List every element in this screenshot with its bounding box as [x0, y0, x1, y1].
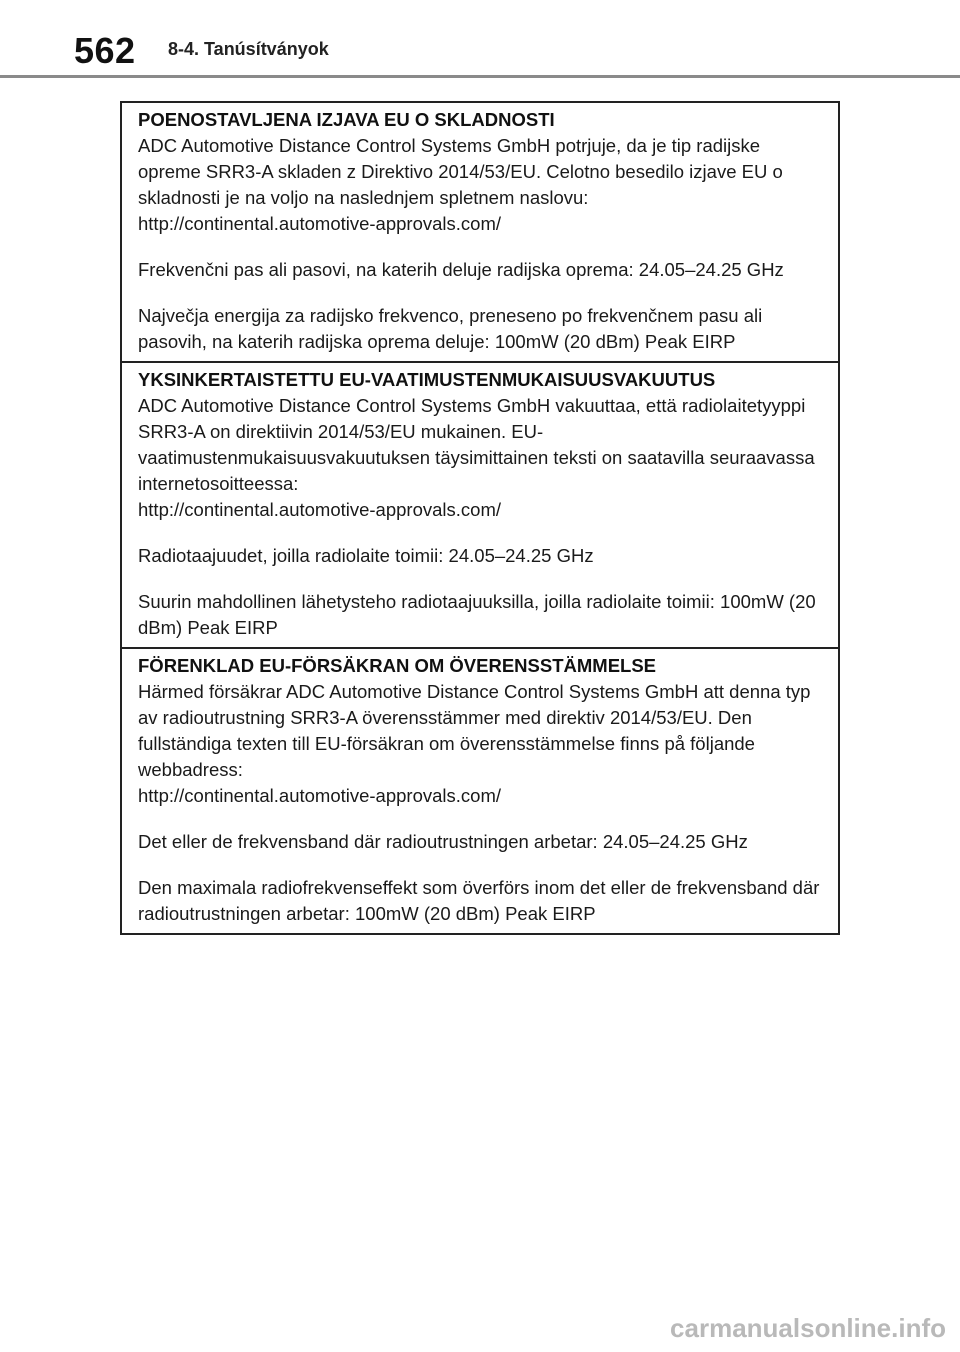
section-heading: FÖRENKLAD EU-FÖRSÄKRAN OM ÖVERENSSTÄMMELSE — [138, 655, 657, 676]
section-title: 8-4. Tanúsítványok — [168, 39, 329, 59]
declaration-text: ADC Automotive Distance Control Systems GmbH potrjuje, da je tip radijske opreme SRR3-A skladen z Direktivo 2014/53/EU. Celotno besedilo izjave EU o skladnosti je na voljo na naslednjem spletnem naslovu: — [138, 135, 783, 208]
section-heading: POENOSTAVLJENA IZJAVA EU O SKLADNOSTI — [138, 109, 555, 130]
max-power-text: Največja energija za radijsko frekvenco, preneseno po frekvenčnem pasu ali pasovih, na katerih radijska oprema deluje: 100mW (20 dBm) Peak EIRP — [138, 305, 763, 352]
approvals-url: http://continental.automotive-approvals.com/ — [138, 785, 501, 806]
approvals-url: http://continental.automotive-approvals.com/ — [138, 499, 501, 520]
declaration-finnish — [122, 361, 838, 647]
max-power-text: Suurin mahdollinen lähetysteho radiotaajuuksilla, joilla radiolaite toimii: 100mW (20 dBm) Peak EIRP — [138, 591, 816, 638]
page-header — [0, 0, 960, 80]
max-power-text: Den maximala radiofrekvenseffekt som överförs inom det eller de frekvensband där radioutrustningen arbetar: 100mW (20 dBm) Peak EIRP — [138, 877, 820, 924]
declaration-slovenian — [122, 103, 838, 361]
declaration-swedish — [122, 647, 838, 933]
frequency-band-text: Frekvenčni pas ali pasovi, na katerih deluje radijska oprema: 24.05–24.25 GHz — [138, 259, 784, 280]
page-number: 562 — [74, 30, 136, 71]
watermark: carmanualsonline.info — [670, 1313, 946, 1343]
approvals-url: http://continental.automotive-approvals.com/ — [138, 213, 501, 234]
frequency-band-text: Det eller de frekvensband där radioutrustningen arbetar: 24.05–24.25 GHz — [138, 831, 748, 852]
section-heading: YKSINKERTAISTETTU EU-VAATIMUSTENMUKAISUUSVAKUUTUS — [138, 369, 716, 390]
declaration-text: Härmed försäkrar ADC Automotive Distance Control Systems GmbH att denna typ av radioutrustning SRR3-A överensstämmer med direktiv 2014/53/EU. Den fullständiga texten till EU-försäkran om överensstämmelse finns på följande webbadress: — [138, 681, 811, 780]
frequency-band-text: Radiotaajuudet, joilla radiolaite toimii: 24.05–24.25 GHz — [138, 545, 594, 566]
declarations-box — [120, 101, 840, 935]
header-rule — [0, 75, 960, 78]
declaration-text: ADC Automotive Distance Control Systems GmbH vakuuttaa, että radiolaitetyyppi SRR3-A on direktiivin 2014/53/EU mukainen. EU-vaatimustenmukaisuusvakuutuksen täysimittainen teksti on saatavilla seuraavassa internetosoitteessa: — [138, 395, 815, 494]
